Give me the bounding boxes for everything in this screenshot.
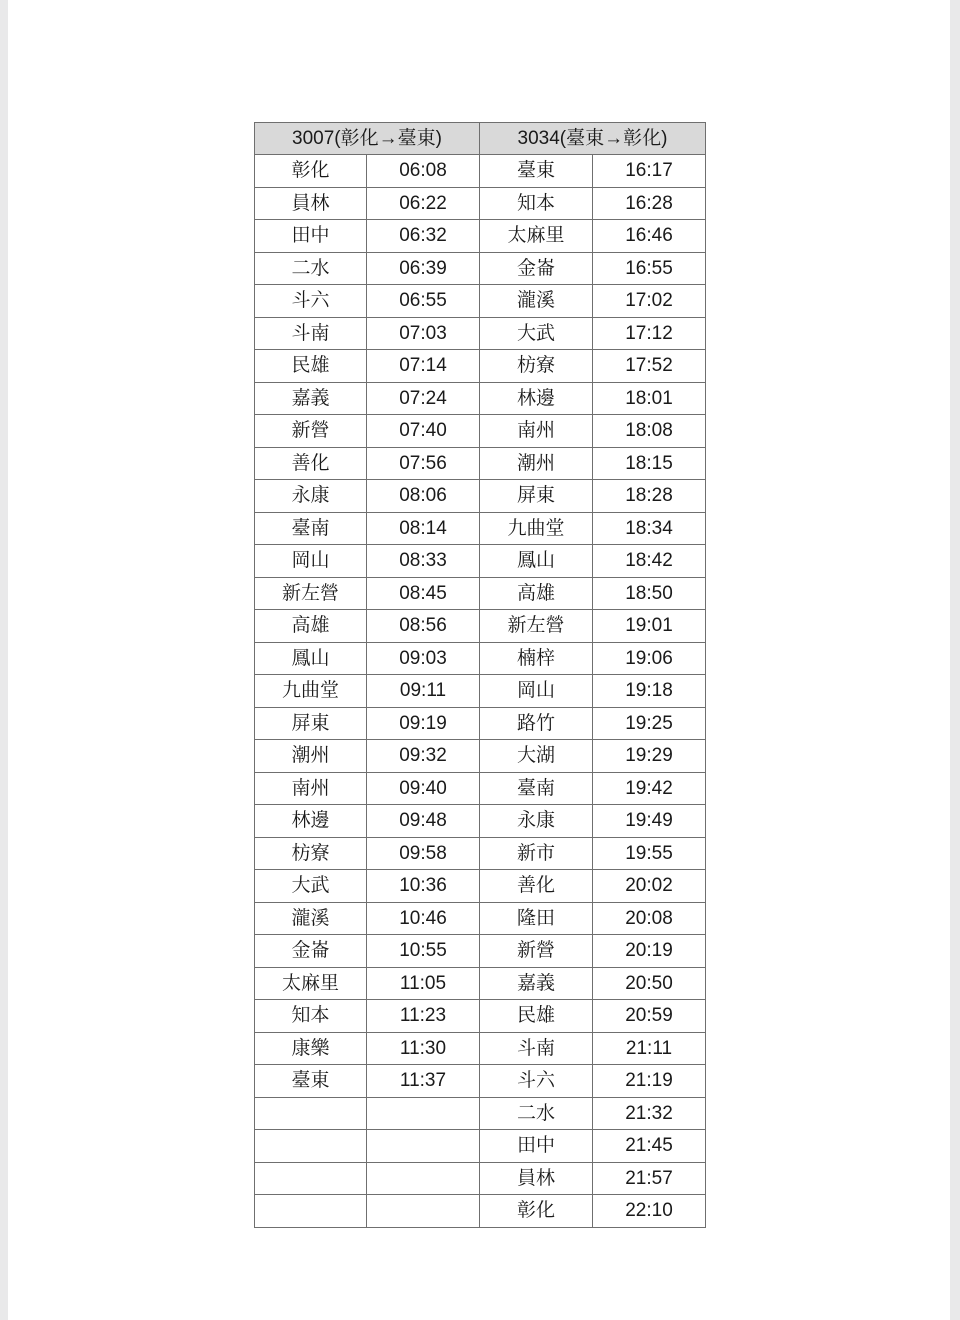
station-cell-3007: 九曲堂 [255, 675, 367, 708]
time-cell-3034: 21:45 [593, 1130, 706, 1163]
time-cell-3034: 18:42 [593, 545, 706, 578]
time-cell-3007: 08:14 [367, 512, 480, 545]
time-cell-3007: 11:37 [367, 1065, 480, 1098]
table-row [255, 870, 706, 903]
time-cell-3034: 18:01 [593, 382, 706, 415]
time-cell-3007: 11:23 [367, 1000, 480, 1033]
station-cell-3007: 善化 [255, 447, 367, 480]
time-cell-3007: 10:55 [367, 935, 480, 968]
station-cell-3007: 岡山 [255, 545, 367, 578]
table-row [255, 252, 706, 285]
table-row [255, 610, 706, 643]
station-cell-3034: 員林 [480, 1162, 593, 1195]
table-row [255, 350, 706, 383]
station-cell-3034: 斗南 [480, 1032, 593, 1065]
station-cell-3007 [255, 1097, 367, 1130]
station-cell-3007: 潮州 [255, 740, 367, 773]
time-cell-3034: 21:19 [593, 1065, 706, 1098]
table-row [255, 1065, 706, 1098]
station-cell-3007: 斗六 [255, 285, 367, 318]
time-cell-3034: 17:52 [593, 350, 706, 383]
time-cell-3007: 07:40 [367, 415, 480, 448]
time-cell-3034: 20:59 [593, 1000, 706, 1033]
time-cell-3007: 06:32 [367, 220, 480, 253]
station-cell-3034: 金崙 [480, 252, 593, 285]
table-row [255, 220, 706, 253]
time-cell-3007: 09:58 [367, 837, 480, 870]
time-cell-3034: 19:01 [593, 610, 706, 643]
table-row [255, 772, 706, 805]
time-cell-3007: 11:05 [367, 967, 480, 1000]
time-cell-3007: 08:33 [367, 545, 480, 578]
table-row [255, 1000, 706, 1033]
station-cell-3034: 屏東 [480, 480, 593, 513]
station-cell-3007: 民雄 [255, 350, 367, 383]
station-cell-3007: 南州 [255, 772, 367, 805]
time-cell-3007: 09:32 [367, 740, 480, 773]
station-cell-3034: 善化 [480, 870, 593, 903]
time-cell-3034: 17:02 [593, 285, 706, 318]
time-cell-3034: 16:46 [593, 220, 706, 253]
station-cell-3034: 九曲堂 [480, 512, 593, 545]
station-cell-3034: 楠梓 [480, 642, 593, 675]
time-cell-3034: 19:18 [593, 675, 706, 708]
station-cell-3034: 高雄 [480, 577, 593, 610]
table-row [255, 1097, 706, 1130]
time-cell-3007: 09:48 [367, 805, 480, 838]
station-cell-3007: 新左營 [255, 577, 367, 610]
table-row [255, 805, 706, 838]
station-cell-3034: 知本 [480, 187, 593, 220]
station-cell-3007: 康樂 [255, 1032, 367, 1065]
time-cell-3007: 07:56 [367, 447, 480, 480]
station-cell-3007: 金崙 [255, 935, 367, 968]
table-row [255, 512, 706, 545]
station-cell-3007: 斗南 [255, 317, 367, 350]
station-cell-3007: 新營 [255, 415, 367, 448]
station-cell-3034: 新市 [480, 837, 593, 870]
station-cell-3007: 大武 [255, 870, 367, 903]
time-cell-3007: 11:30 [367, 1032, 480, 1065]
station-cell-3034: 新營 [480, 935, 593, 968]
station-cell-3034: 隆田 [480, 902, 593, 935]
table-row [255, 642, 706, 675]
station-cell-3034: 二水 [480, 1097, 593, 1130]
time-cell-3007: 09:40 [367, 772, 480, 805]
station-cell-3007: 太麻里 [255, 967, 367, 1000]
time-cell-3034: 18:50 [593, 577, 706, 610]
time-cell-3007: 07:03 [367, 317, 480, 350]
table-row [255, 285, 706, 318]
timetable [254, 122, 706, 1228]
table-row [255, 1195, 706, 1228]
station-cell-3007 [255, 1130, 367, 1163]
station-cell-3034: 林邊 [480, 382, 593, 415]
time-cell-3007: 06:55 [367, 285, 480, 318]
time-cell-3034: 18:15 [593, 447, 706, 480]
station-cell-3034: 鳳山 [480, 545, 593, 578]
time-cell-3034: 19:06 [593, 642, 706, 675]
time-cell-3034: 19:25 [593, 707, 706, 740]
time-cell-3034: 19:42 [593, 772, 706, 805]
time-cell-3007: 08:56 [367, 610, 480, 643]
table-row [255, 1162, 706, 1195]
station-cell-3007: 枋寮 [255, 837, 367, 870]
time-cell-3034: 17:12 [593, 317, 706, 350]
time-cell-3034: 21:11 [593, 1032, 706, 1065]
station-cell-3007: 永康 [255, 480, 367, 513]
station-cell-3007: 知本 [255, 1000, 367, 1033]
time-cell-3034: 19:55 [593, 837, 706, 870]
station-cell-3034: 大武 [480, 317, 593, 350]
train-3007-header: 3007(彰化→臺東) [255, 123, 480, 155]
station-cell-3034: 太麻里 [480, 220, 593, 253]
time-cell-3007: 06:22 [367, 187, 480, 220]
table-row [255, 675, 706, 708]
station-cell-3007: 二水 [255, 252, 367, 285]
time-cell-3007: 09:11 [367, 675, 480, 708]
time-cell-3034: 19:49 [593, 805, 706, 838]
station-cell-3034: 南州 [480, 415, 593, 448]
table-row [255, 902, 706, 935]
time-cell-3007: 06:08 [367, 155, 480, 188]
table-row [255, 935, 706, 968]
station-cell-3034: 大湖 [480, 740, 593, 773]
time-cell-3007: 07:24 [367, 382, 480, 415]
station-cell-3034: 斗六 [480, 1065, 593, 1098]
table-row [255, 740, 706, 773]
time-cell-3034: 18:28 [593, 480, 706, 513]
station-cell-3034: 民雄 [480, 1000, 593, 1033]
header-row [255, 123, 706, 155]
time-cell-3034: 16:17 [593, 155, 706, 188]
time-cell-3007: 06:39 [367, 252, 480, 285]
time-cell-3034: 20:50 [593, 967, 706, 1000]
table-row [255, 480, 706, 513]
station-cell-3007: 臺東 [255, 1065, 367, 1098]
time-cell-3034: 16:55 [593, 252, 706, 285]
station-cell-3007: 瀧溪 [255, 902, 367, 935]
station-cell-3034: 瀧溪 [480, 285, 593, 318]
table-row [255, 577, 706, 610]
time-cell-3007: 08:45 [367, 577, 480, 610]
time-cell-3034: 20:02 [593, 870, 706, 903]
time-cell-3034: 18:34 [593, 512, 706, 545]
station-cell-3007: 屏東 [255, 707, 367, 740]
station-cell-3007 [255, 1162, 367, 1195]
time-cell-3034: 20:08 [593, 902, 706, 935]
station-cell-3007: 嘉義 [255, 382, 367, 415]
station-cell-3007: 員林 [255, 187, 367, 220]
station-cell-3034: 臺南 [480, 772, 593, 805]
station-cell-3007: 高雄 [255, 610, 367, 643]
station-cell-3034: 永康 [480, 805, 593, 838]
station-cell-3034: 田中 [480, 1130, 593, 1163]
time-cell-3007: 09:03 [367, 642, 480, 675]
time-cell-3007 [367, 1097, 480, 1130]
station-cell-3007: 鳳山 [255, 642, 367, 675]
station-cell-3034: 岡山 [480, 675, 593, 708]
time-cell-3034: 21:57 [593, 1162, 706, 1195]
time-cell-3007 [367, 1130, 480, 1163]
time-cell-3034: 18:08 [593, 415, 706, 448]
time-cell-3007: 09:19 [367, 707, 480, 740]
time-cell-3007: 08:06 [367, 480, 480, 513]
station-cell-3007: 田中 [255, 220, 367, 253]
station-cell-3007: 林邊 [255, 805, 367, 838]
table-row [255, 837, 706, 870]
table-row [255, 447, 706, 480]
table-row [255, 1130, 706, 1163]
station-cell-3034: 路竹 [480, 707, 593, 740]
station-cell-3007 [255, 1195, 367, 1228]
table-row [255, 967, 706, 1000]
table-row [255, 317, 706, 350]
station-cell-3034: 枋寮 [480, 350, 593, 383]
station-cell-3034: 嘉義 [480, 967, 593, 1000]
table-row [255, 707, 706, 740]
timetable-body [255, 155, 706, 1228]
table-row [255, 415, 706, 448]
table-row [255, 155, 706, 188]
time-cell-3007 [367, 1195, 480, 1228]
table-row [255, 187, 706, 220]
time-cell-3007 [367, 1162, 480, 1195]
station-cell-3034: 彰化 [480, 1195, 593, 1228]
table-row [255, 382, 706, 415]
table-row [255, 1032, 706, 1065]
time-cell-3034: 16:28 [593, 187, 706, 220]
station-cell-3034: 潮州 [480, 447, 593, 480]
document-page [8, 0, 950, 1320]
train-3034-header: 3034(臺東→彰化) [480, 123, 706, 155]
time-cell-3034: 20:19 [593, 935, 706, 968]
station-cell-3034: 新左營 [480, 610, 593, 643]
table-row [255, 545, 706, 578]
time-cell-3007: 10:46 [367, 902, 480, 935]
time-cell-3007: 07:14 [367, 350, 480, 383]
time-cell-3007: 10:36 [367, 870, 480, 903]
time-cell-3034: 22:10 [593, 1195, 706, 1228]
time-cell-3034: 19:29 [593, 740, 706, 773]
station-cell-3007: 臺南 [255, 512, 367, 545]
station-cell-3007: 彰化 [255, 155, 367, 188]
station-cell-3034: 臺東 [480, 155, 593, 188]
time-cell-3034: 21:32 [593, 1097, 706, 1130]
